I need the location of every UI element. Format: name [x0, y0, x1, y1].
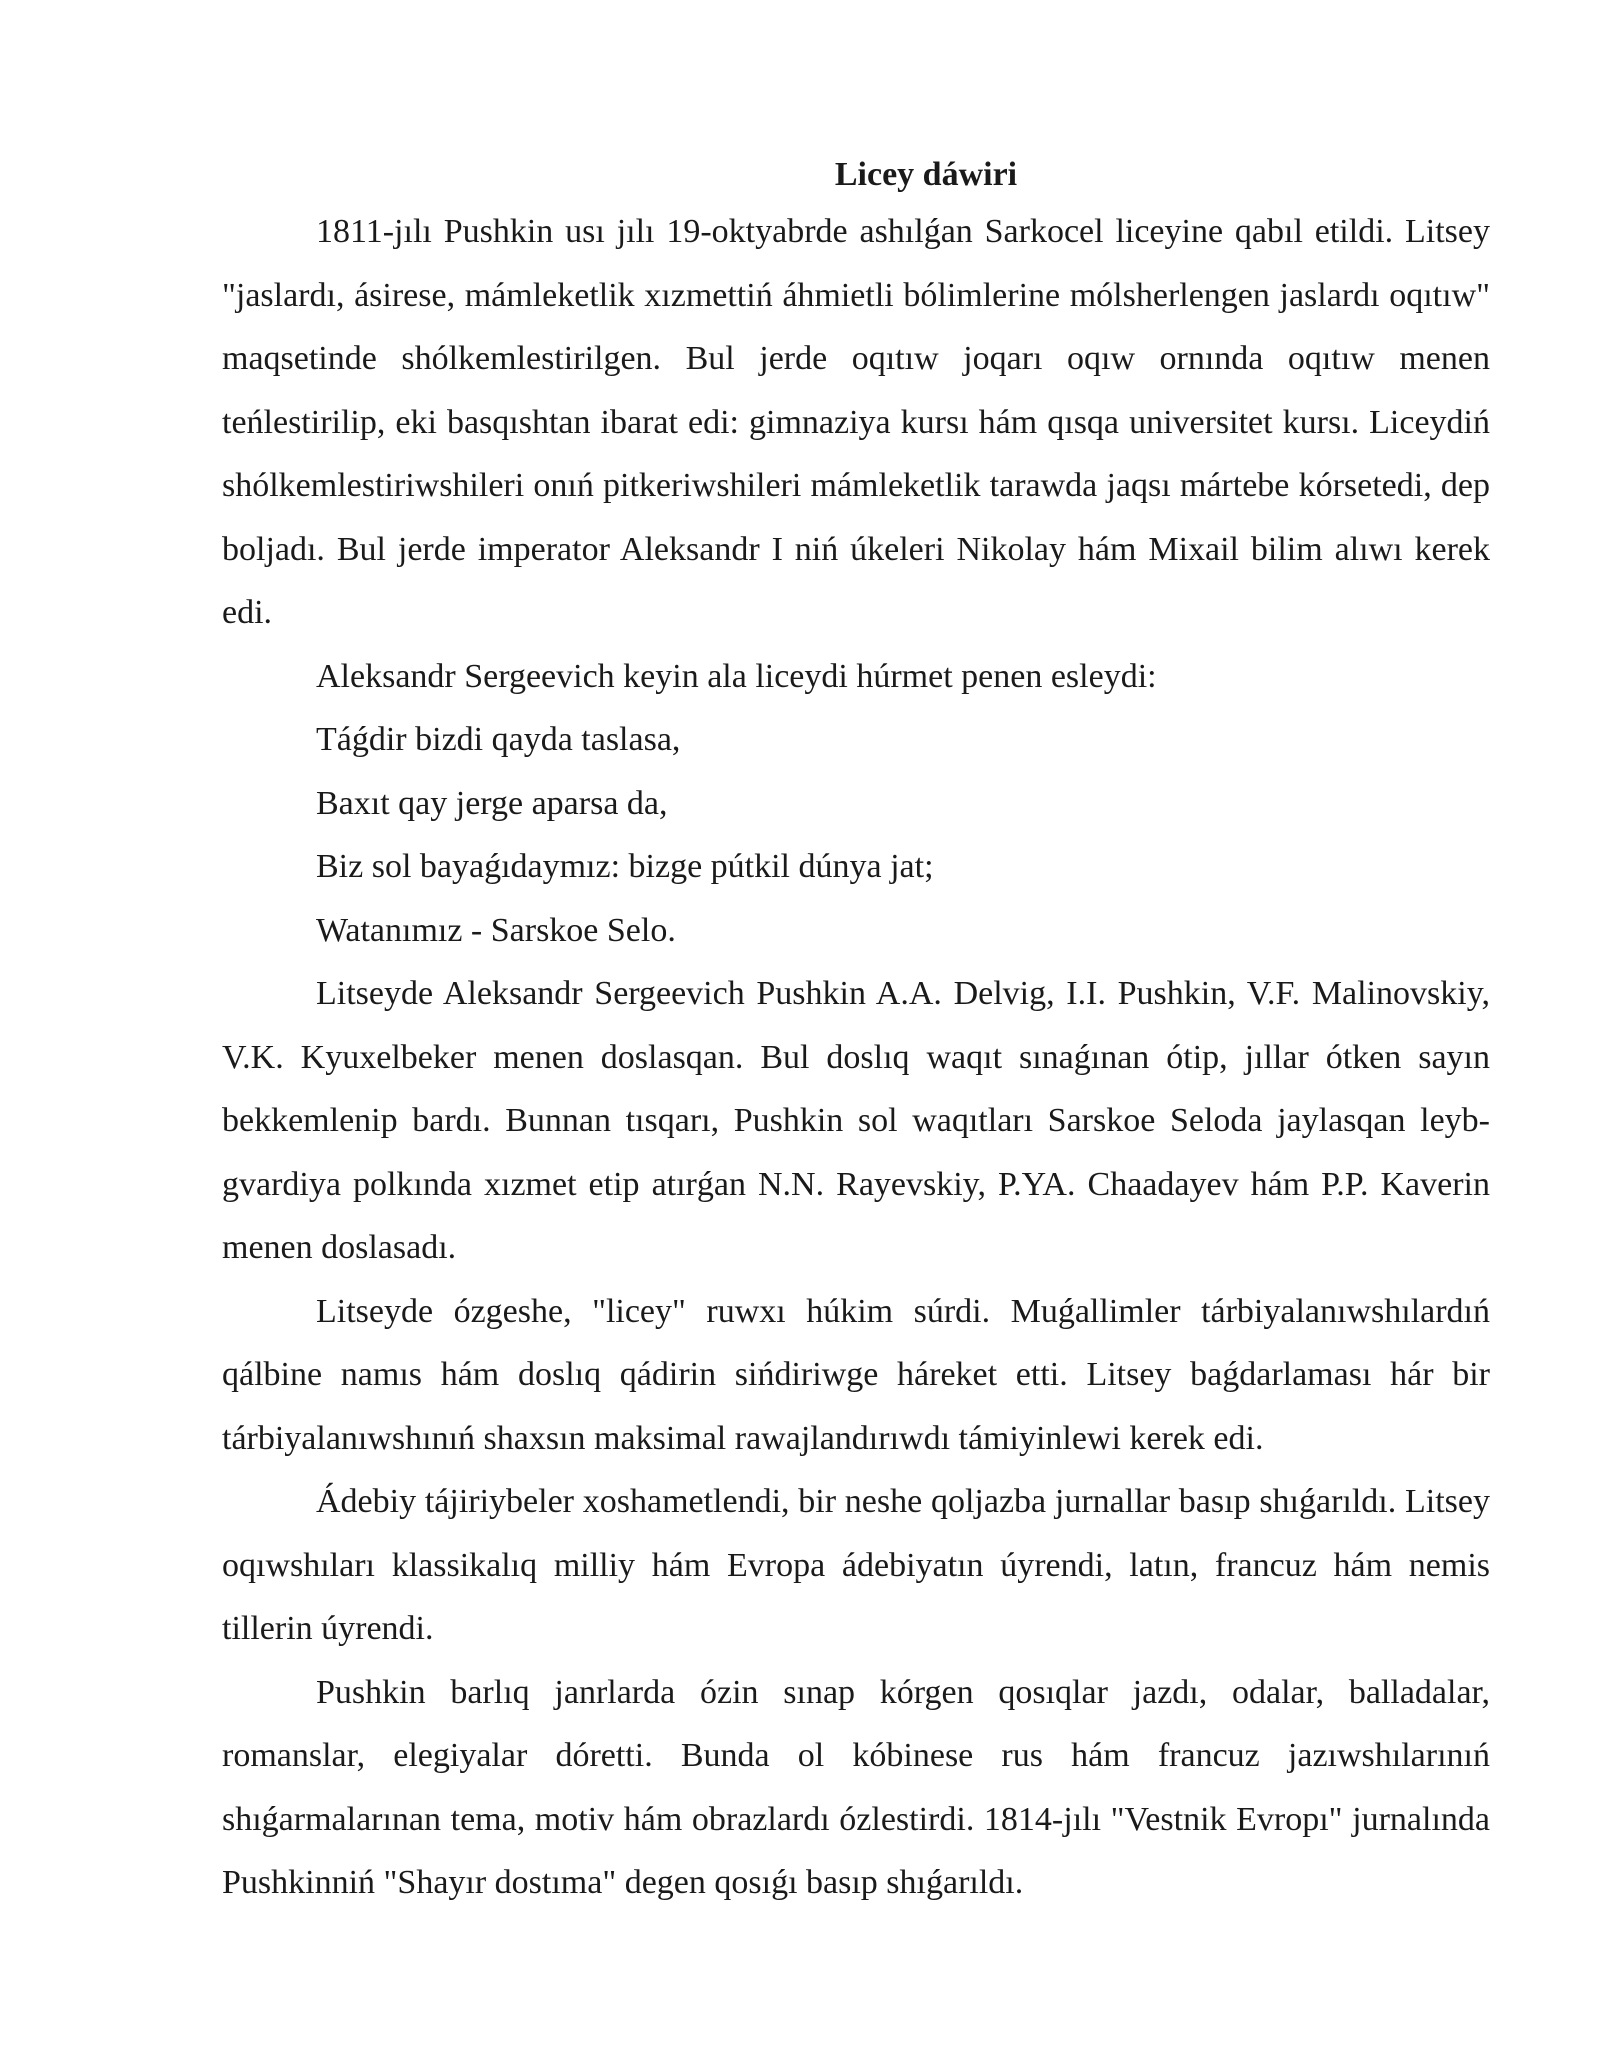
paragraph-literary-experiments: Ádebiy tájiriybeler xoshametlendi, bir neshe qoljazba jurnallar basıp shıǵarıldı. Litsey oqıwshıları klassikalıq milliy hám Evropa ádebiyatın úyrendi, latın, francuz hám nemis tillerin úyrendi.	[222, 1483, 1490, 1647]
paragraph-admission: 1811-jılı Pushkin usı jılı 19-oktyabrde ashılǵan Sarkocel liceyine qabıl etildi. Litsey "jaslardı, ásirese, mámleketlik xızmettiń áhmietli bólimlerine mólsherlengen jaslardı oqıtıw" maqsetinde shólkemlestirilgen. Bul jerde oqıtıw joqarı oqıw ornında oqıtıw menen teńlestirilip, eki basqıshtan ibarat edi: gimnaziya kursı hám qısqa universitet kursı. Liceydiń shólkemlestiriwshileri onıń pitkeriwshileri mámleketlik tarawda jaqsı mártebe kórsetedi, dep boljadı. Bul jerde imperator Aleksandr I niń úkeleri Nikolay hám Mixail bilim alıwı kerek edi.	[222, 213, 1490, 631]
paragraph-early-poetry: Pushkin barlıq janrlarda ózin sınap kórgen qosıqlar jazdı, odalar, balladalar, romanslar, elegiyalar dóretti. Bunda ol kóbinese rus hám francuz jazıwshılarınıń shıǵarmalarınan tema, motiv hám obrazlardı ózlestirdi. 1814-jılı "Vestnik Evropı" jurnalında Pushkinniń "Shayır dostıma" degen qosıǵı basıp shıǵarıldı.	[222, 1673, 1490, 1901]
document-page	[222, 150, 1490, 1915]
paragraph-recollection: Aleksandr Sergeevich keyin ala liceydi húrmet penen esleydi:	[316, 657, 1157, 695]
verse-line: Watanımız - Sarskoe Selo.	[316, 911, 676, 949]
verse-line: Baxıt qay jerge aparsa da,	[316, 784, 668, 822]
document-title: Licey dáwiri	[834, 156, 1018, 193]
verse-line: Táǵdir bizdi qayda taslasa,	[316, 721, 681, 758]
paragraph-friendships: Litseyde Aleksandr Sergeevich Pushkin A.A. Delvig, I.I. Pushkin, V.F. Malinovskiy, V.K. Kyuxelbeker menen doslasqan. Bul doslıq waqıt sınaǵınan ótip, jıllar ótken sayın bekkemlenip bardı. Bunnan tısqarı, Pushkin sol waqıtları Sarskoe Seloda jaylasqan leyb-gvardiya polkında xızmet etip atırǵan N.N. Rayevskiy, P.YA. Chaadayev hám P.P. Kaverin menen doslasadı.	[222, 975, 1490, 1266]
paragraph-lyceum-spirit: Litseyde ózgeshe, "licey" ruwxı húkim súrdi. Muǵallimler tárbiyalanıwshılardıń qálbine namıs hám doslıq qádirin sińdiriwge háreket etti. Litsey baǵdarlaması hár bir tárbiyalanıwshınıń shaxsın maksimal rawajlandırıwdı támiyinlewi kerek edi.	[222, 1292, 1490, 1457]
verse-line: Biz sol bayaǵıdaymız: bizge pútkil dúnya jat;	[316, 848, 934, 885]
